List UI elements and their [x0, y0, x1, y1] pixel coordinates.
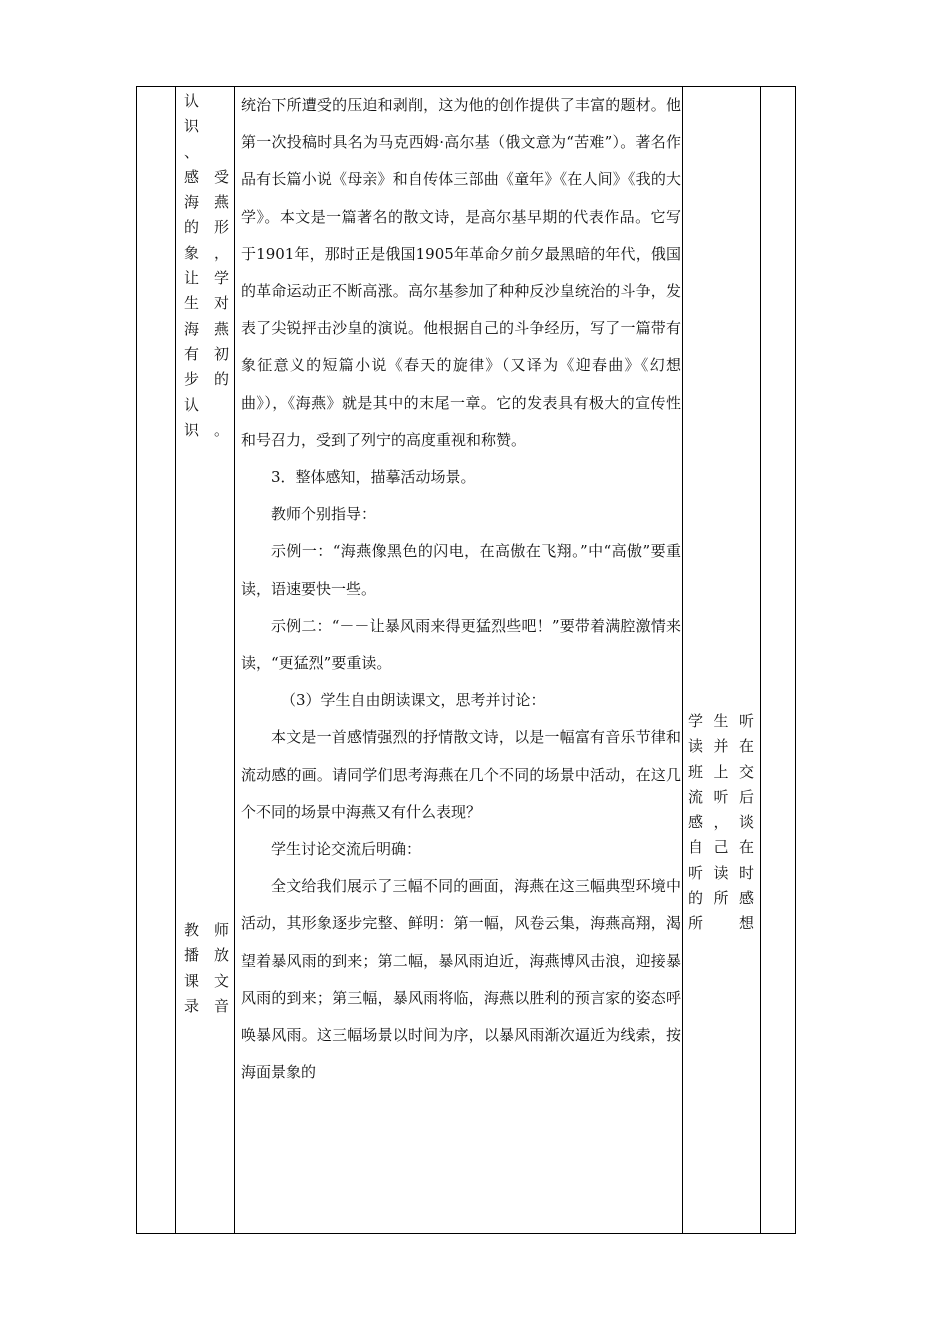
cell-line: 认	[184, 395, 200, 414]
objective-cell	[184, 89, 229, 443]
cell-line: 象 ，	[184, 243, 229, 262]
cell-line: 教 师	[184, 921, 229, 939]
content-paragraph: 示例一：“海燕像黑色的闪电，在高傲在飞翔。”中“高傲”要重读，语速要快一些。	[241, 542, 681, 598]
cell-line: 有 初	[184, 344, 229, 363]
cell-line: 播 放	[184, 946, 229, 965]
cell-line: 班 上 交	[688, 762, 754, 781]
cell-line: 识	[184, 117, 200, 136]
cell-line: 认	[184, 92, 200, 110]
content-paragraph: 3．整体感知，描摹活动场景。	[271, 468, 476, 487]
content-paragraph: 全文给我们展示了三幅不同的画面，海燕在这三幅典型环境中活动，其形象逐步完整、鲜明：第一幅，风卷云集，海燕高翔，渴望着暴风雨的到来；第二幅，暴风雨迫近，海燕博风击浪，迎接暴风雨的到来；第三幅，暴风雨将临，海燕以胜利的预言家的姿态呼唤暴风雨。这三幅场景以时间为序，以暴风雨渐次逼近为线索，按海面景象的	[241, 877, 681, 1082]
column-divider	[234, 87, 235, 1233]
cell-line: 海 燕	[184, 319, 229, 338]
column-divider	[760, 87, 761, 1233]
cell-line: 学 生 听	[688, 712, 754, 730]
cell-line: 流 听 后	[688, 787, 754, 806]
cell-line: 感 受	[184, 167, 229, 186]
cell-line: 、	[184, 142, 200, 161]
content-paragraph: 学生讨论交流后明确：	[271, 840, 422, 859]
content-paragraph: 教师个别指导：	[271, 505, 377, 524]
lesson-table	[136, 86, 796, 1234]
content-paragraph: 统治下所遭受的压迫和剥削，这为他的创作提供了丰富的题材。他第一次投稿时具名为马克西姆·高尔基（俄文意为“苦难”）。著名作品有长篇小说《母亲》和自传体三部曲《童年》《在人间》《我的大学》。本文是一篇著名的散文诗，是高尔基早期的代表作品。它写于1901年，那时正是俄国1905年革命夕前夕最黑暗的年代，俄国的革命运动正不断高涨。高尔基参加了种种反沙皇统治的斗争，发表了尖锐抨击沙皇的演说。他根据自己的斗争经历，写了一篇带有象征意义的短篇小说《春天的旋律》（又译为《迎春曲》《幻想曲》），《海燕》就是其中的末尾一章。它的发表具有极大的宣传性和号召力，受到了列宁的高度重视和称赞。	[241, 96, 681, 449]
cell-line: 感 ， 谈	[688, 813, 754, 832]
cell-line: 课 文	[184, 971, 229, 990]
cell-line: 海 燕	[184, 193, 229, 212]
content-paragraph: （3）学生自由朗读课文，思考并讨论：	[281, 691, 546, 710]
cell-line: 识 。	[184, 420, 229, 439]
column-divider	[175, 87, 176, 1233]
cell-line: 听 读 时	[688, 863, 754, 882]
cell-line: 的 所 感	[688, 889, 754, 908]
cell-line: 让 学	[184, 269, 229, 288]
cell-line: 录 音	[184, 996, 229, 1015]
cell-line: 所 想	[688, 914, 754, 933]
cell-line: 的 形	[184, 218, 229, 237]
lesson-content-cell	[241, 87, 681, 1091]
cell-line: 生 对	[184, 294, 229, 313]
student-activity-cell	[688, 709, 754, 937]
content-paragraph: 本文是一首感情强烈的抒情散文诗，以是一幅富有音乐节律和流动感的画。请同学们思考海燕在几个不同的场景中活动，在这几个不同的场景中海燕又有什么表现？	[241, 728, 681, 821]
cell-line: 自 己 在	[688, 838, 754, 857]
content-paragraph: 示例二：“－－让暴风雨来得更猛烈些吧！”要带着满腔激情来读，“更猛烈”要重读。	[241, 616, 681, 673]
cell-line: 读 并 在	[688, 737, 754, 756]
column-divider	[682, 87, 683, 1233]
teacher-activity-cell	[184, 918, 229, 1019]
cell-line: 步 的	[184, 370, 229, 389]
